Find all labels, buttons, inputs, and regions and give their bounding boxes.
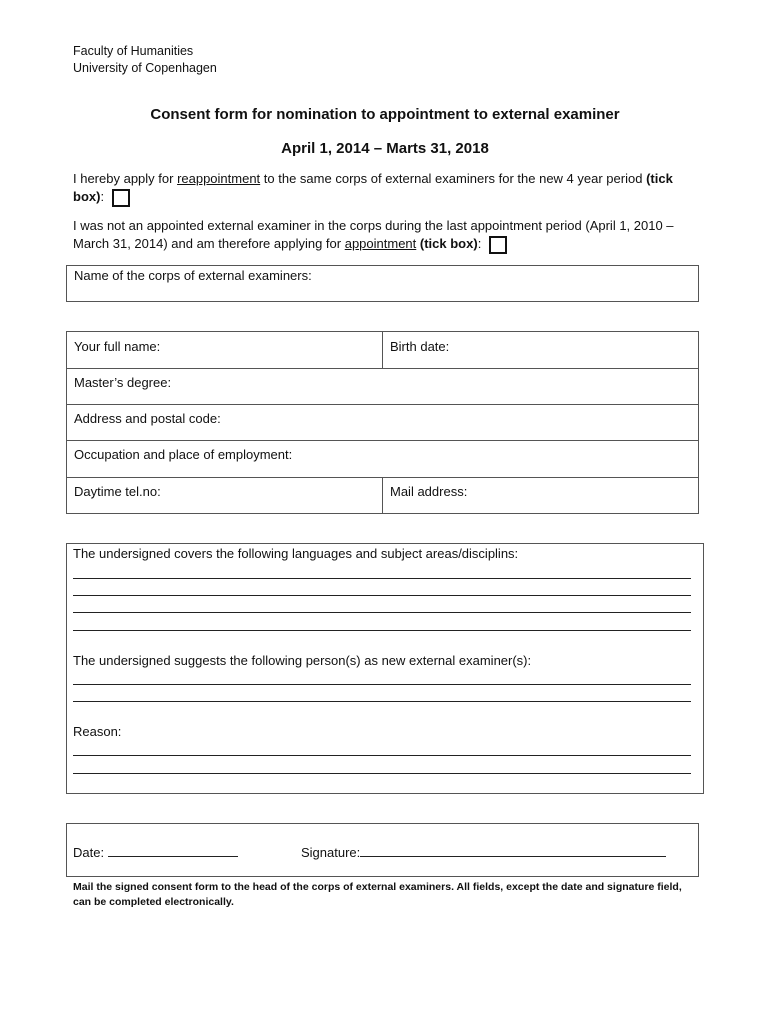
reappointment-paragraph [73,170,703,207]
appointment-text-before: I was not an appointed external examiner in the corps during the last appointment period (April 1, 2010 – March 31, 2014) and am therefore applying for [73,218,674,251]
address-field[interactable] [67,404,698,440]
appointment-tick-label: (tick box) [416,236,478,251]
address-label: Address and postal code: [74,411,221,426]
date-field[interactable] [73,844,238,860]
birth-date-field[interactable] [383,332,698,368]
signature-line[interactable] [360,844,666,857]
languages-line-4[interactable] [73,630,691,631]
reappointment-tick-label: (tick box) [73,171,673,204]
reappointment-checkbox[interactable] [112,189,130,207]
appointment-paragraph [73,217,698,254]
suggests-line-1[interactable] [73,684,691,685]
appointment-checkbox[interactable] [489,236,507,254]
instruction-note: Mail the signed consent form to the head of the corps of external examiners. All fields, except the date and signature field, can be completed electronically. [73,881,682,908]
institution-header [73,43,217,77]
signature-label: Signature: [301,845,361,860]
university-name: University of Copenhagen [73,61,217,75]
full-name-label: Your full name: [74,339,161,354]
appointment-colon: : [477,236,482,251]
date-label: Date: [73,845,105,860]
suggests-label: The undersigned suggests the following person(s) as new external examiner(s): [73,653,532,668]
birth-date-label: Birth date: [390,339,450,354]
full-name-field[interactable] [67,332,382,368]
reappointment-colon: : [100,189,105,204]
signature-field[interactable] [301,844,666,860]
mail-address-label: Mail address: [390,484,468,499]
corps-name-field[interactable] [66,265,699,302]
personal-info-table [66,331,699,514]
corps-name-label: Name of the corps of external examiners: [74,268,312,283]
masters-degree-label: Master’s degree: [74,375,172,390]
appointment-period: April 1, 2014 – Marts 31, 2018 [281,140,489,157]
form-title: Consent form for nomination to appointment to external examiner [150,106,620,123]
occupation-field[interactable] [67,440,698,477]
languages-suggestions-box [66,543,704,794]
reappointment-text-before: I hereby apply for [73,171,178,186]
appointment-word: appointment [344,236,417,251]
daytime-tel-field[interactable] [67,477,382,513]
languages-line-2[interactable] [73,595,691,596]
languages-line-1[interactable] [73,578,691,579]
reappointment-word: reappointment [177,171,261,186]
reappointment-text-after: to the same corps of external examiners for the new 4 year period [260,171,647,186]
reason-line-1[interactable] [73,755,691,756]
languages-line-3[interactable] [73,612,691,613]
daytime-tel-label: Daytime tel.no: [74,484,161,499]
reason-label: Reason: [73,724,122,739]
mail-address-field[interactable] [383,477,698,513]
occupation-label: Occupation and place of employment: [74,447,293,462]
masters-degree-field[interactable] [67,368,698,404]
suggests-line-2[interactable] [73,701,691,702]
faculty-name: Faculty of Humanities [73,44,194,58]
languages-label: The undersigned covers the following languages and subject areas/disciplins: [73,546,519,561]
reason-line-2[interactable] [73,773,691,774]
date-line[interactable] [108,844,238,857]
